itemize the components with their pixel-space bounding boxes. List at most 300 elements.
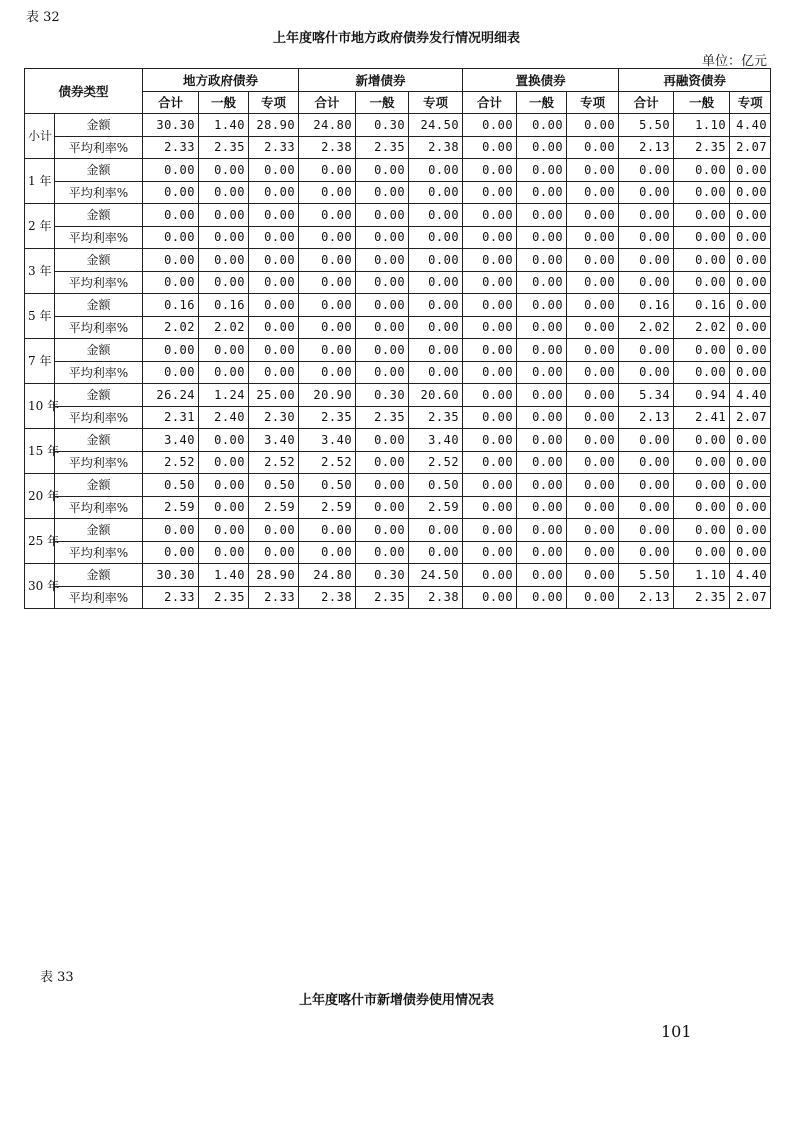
value-cell: 2.35 <box>199 136 249 159</box>
value-cell: 2.41 <box>674 406 730 429</box>
value-cell: 0.00 <box>674 226 730 249</box>
value-cell: 0.00 <box>463 586 517 609</box>
value-cell: 0.00 <box>517 204 567 227</box>
value-cell: 0.00 <box>619 204 674 227</box>
value-cell: 0.00 <box>674 159 730 182</box>
value-cell: 0.00 <box>409 339 463 362</box>
value-cell: 2.59 <box>143 496 199 519</box>
period-cell: 10 年 <box>25 384 55 429</box>
metric-label-cell: 平均利率% <box>55 226 143 249</box>
value-cell: 30.30 <box>143 564 199 587</box>
subheader-cell: 专项 <box>249 91 299 114</box>
metric-label-cell: 金额 <box>55 564 143 587</box>
value-cell: 0.00 <box>619 271 674 294</box>
value-cell: 2.02 <box>143 316 199 339</box>
value-cell: 1.40 <box>199 564 249 587</box>
value-cell: 3.40 <box>143 429 199 452</box>
table-row <box>25 384 771 407</box>
table-row <box>25 249 771 272</box>
value-cell: 0.00 <box>249 226 299 249</box>
value-cell: 0.00 <box>463 564 517 587</box>
value-cell: 0.00 <box>567 294 619 317</box>
period-cell: 30 年 <box>25 564 55 609</box>
value-cell: 0.00 <box>199 429 249 452</box>
value-cell: 0.00 <box>674 339 730 362</box>
value-cell: 0.00 <box>143 204 199 227</box>
value-cell: 0.00 <box>674 204 730 227</box>
value-cell: 0.00 <box>730 361 771 384</box>
value-cell: 20.90 <box>299 384 356 407</box>
metric-label-cell: 平均利率% <box>55 271 143 294</box>
value-cell: 2.07 <box>730 406 771 429</box>
value-cell: 2.02 <box>619 316 674 339</box>
metric-label-cell: 金额 <box>55 204 143 227</box>
period-cell: 2 年 <box>25 204 55 249</box>
value-cell: 20.60 <box>409 384 463 407</box>
value-cell: 0.00 <box>299 316 356 339</box>
value-cell: 24.50 <box>409 564 463 587</box>
value-cell: 0.00 <box>249 271 299 294</box>
value-cell: 2.52 <box>249 451 299 474</box>
subheader-cell: 一般 <box>674 91 730 114</box>
value-cell: 1.40 <box>199 114 249 137</box>
table-row <box>25 271 771 294</box>
value-cell: 0.00 <box>463 451 517 474</box>
value-cell: 0.00 <box>409 541 463 564</box>
unit-label: 单位：亿元 <box>701 54 767 69</box>
subheader-cell: 一般 <box>517 91 567 114</box>
value-cell: 0.00 <box>143 226 199 249</box>
table-33-label: 表 33 <box>40 970 74 985</box>
metric-label-cell: 金额 <box>55 474 143 497</box>
value-cell: 0.00 <box>730 339 771 362</box>
table-row <box>25 406 771 429</box>
subheader-cell: 合计 <box>463 91 517 114</box>
table-row <box>25 429 771 452</box>
table-body <box>25 114 771 609</box>
value-cell: 0.00 <box>143 519 199 542</box>
value-cell: 0.00 <box>619 496 674 519</box>
value-cell: 0.00 <box>517 496 567 519</box>
value-cell: 0.00 <box>199 159 249 182</box>
period-cell: 20 年 <box>25 474 55 519</box>
value-cell: 28.90 <box>249 114 299 137</box>
value-cell: 0.00 <box>409 204 463 227</box>
value-cell: 0.00 <box>567 271 619 294</box>
value-cell: 0.00 <box>143 541 199 564</box>
value-cell: 0.00 <box>356 451 409 474</box>
value-cell: 3.40 <box>409 429 463 452</box>
value-cell: 0.00 <box>463 384 517 407</box>
value-cell: 0.00 <box>199 271 249 294</box>
value-cell: 0.00 <box>517 271 567 294</box>
value-cell: 0.50 <box>299 474 356 497</box>
table-row <box>25 136 771 159</box>
bond-issuance-table <box>24 68 771 609</box>
value-cell: 0.00 <box>730 541 771 564</box>
value-cell: 0.00 <box>299 226 356 249</box>
metric-label-cell: 平均利率% <box>55 541 143 564</box>
value-cell: 0.00 <box>517 519 567 542</box>
table-row <box>25 586 771 609</box>
value-cell: 0.00 <box>517 226 567 249</box>
metric-label-cell: 金额 <box>55 114 143 137</box>
value-cell: 0.00 <box>567 474 619 497</box>
value-cell: 0.00 <box>567 586 619 609</box>
value-cell: 0.00 <box>249 249 299 272</box>
subheader-cell: 一般 <box>199 91 249 114</box>
value-cell: 0.00 <box>143 339 199 362</box>
value-cell: 0.00 <box>356 429 409 452</box>
period-cell: 7 年 <box>25 339 55 384</box>
value-cell: 2.35 <box>356 406 409 429</box>
value-cell: 0.00 <box>517 384 567 407</box>
header-group-local-gov: 地方政府债券 <box>143 69 299 92</box>
value-cell: 0.00 <box>409 519 463 542</box>
value-cell: 2.31 <box>143 406 199 429</box>
period-cell: 小计 <box>25 114 55 159</box>
value-cell: 0.16 <box>143 294 199 317</box>
table-row <box>25 226 771 249</box>
value-cell: 0.00 <box>299 181 356 204</box>
value-cell: 0.00 <box>517 339 567 362</box>
value-cell: 0.00 <box>143 361 199 384</box>
table-row <box>25 294 771 317</box>
value-cell: 0.00 <box>567 361 619 384</box>
value-cell: 0.00 <box>299 541 356 564</box>
value-cell: 0.00 <box>619 339 674 362</box>
value-cell: 0.00 <box>463 181 517 204</box>
value-cell: 2.38 <box>299 586 356 609</box>
metric-label-cell: 金额 <box>55 294 143 317</box>
value-cell: 0.00 <box>567 204 619 227</box>
value-cell: 2.52 <box>409 451 463 474</box>
value-cell: 25.00 <box>249 384 299 407</box>
value-cell: 0.00 <box>463 271 517 294</box>
value-cell: 0.00 <box>143 271 199 294</box>
value-cell: 24.80 <box>299 114 356 137</box>
value-cell: 0.00 <box>143 249 199 272</box>
value-cell: 2.35 <box>356 586 409 609</box>
table-row <box>25 159 771 182</box>
value-cell: 0.00 <box>409 226 463 249</box>
value-cell: 0.00 <box>517 136 567 159</box>
value-cell: 0.00 <box>356 204 409 227</box>
value-cell: 0.00 <box>249 541 299 564</box>
value-cell: 0.00 <box>567 429 619 452</box>
value-cell: 2.52 <box>299 451 356 474</box>
value-cell: 0.00 <box>730 271 771 294</box>
value-cell: 0.00 <box>517 294 567 317</box>
value-cell: 0.00 <box>619 519 674 542</box>
value-cell: 0.94 <box>674 384 730 407</box>
value-cell: 0.00 <box>674 519 730 542</box>
value-cell: 0.00 <box>730 204 771 227</box>
value-cell: 0.00 <box>409 159 463 182</box>
table-33-title: 上年度喀什市新增债券使用情况表 <box>298 993 494 1008</box>
value-cell: 2.52 <box>143 451 199 474</box>
value-cell: 0.00 <box>409 249 463 272</box>
value-cell: 0.00 <box>567 249 619 272</box>
value-cell: 1.10 <box>674 564 730 587</box>
value-cell: 0.00 <box>356 271 409 294</box>
value-cell: 0.00 <box>517 429 567 452</box>
value-cell: 0.00 <box>249 181 299 204</box>
value-cell: 2.35 <box>409 406 463 429</box>
value-cell: 2.59 <box>299 496 356 519</box>
value-cell: 0.00 <box>674 451 730 474</box>
value-cell: 0.00 <box>409 316 463 339</box>
value-cell: 0.00 <box>619 451 674 474</box>
metric-label-cell: 金额 <box>55 339 143 362</box>
metric-label-cell: 平均利率% <box>55 316 143 339</box>
period-cell: 1 年 <box>25 159 55 204</box>
subheader-cell: 一般 <box>356 91 409 114</box>
value-cell: 0.00 <box>463 114 517 137</box>
value-cell: 3.40 <box>299 429 356 452</box>
value-cell: 0.00 <box>463 316 517 339</box>
subheader-cell: 合计 <box>299 91 356 114</box>
value-cell: 0.00 <box>674 181 730 204</box>
value-cell: 2.13 <box>619 406 674 429</box>
value-cell: 0.00 <box>249 316 299 339</box>
value-cell: 0.00 <box>730 316 771 339</box>
value-cell: 0.00 <box>463 519 517 542</box>
value-cell: 0.00 <box>517 586 567 609</box>
metric-label-cell: 金额 <box>55 429 143 452</box>
value-cell: 0.00 <box>409 361 463 384</box>
value-cell: 0.00 <box>356 339 409 362</box>
value-cell: 0.00 <box>356 474 409 497</box>
value-cell: 0.00 <box>567 451 619 474</box>
value-cell: 0.00 <box>299 519 356 542</box>
value-cell: 24.50 <box>409 114 463 137</box>
value-cell: 2.59 <box>409 496 463 519</box>
value-cell: 0.00 <box>674 249 730 272</box>
metric-label-cell: 平均利率% <box>55 496 143 519</box>
value-cell: 0.00 <box>463 294 517 317</box>
value-cell: 0.00 <box>567 181 619 204</box>
metric-label-cell: 平均利率% <box>55 451 143 474</box>
value-cell: 0.00 <box>299 159 356 182</box>
value-cell: 5.50 <box>619 564 674 587</box>
value-cell: 30.30 <box>143 114 199 137</box>
value-cell: 0.00 <box>463 249 517 272</box>
metric-label-cell: 平均利率% <box>55 586 143 609</box>
table-row <box>25 114 771 137</box>
subheader-cell: 专项 <box>409 91 463 114</box>
table-row <box>25 564 771 587</box>
value-cell: 0.00 <box>356 181 409 204</box>
value-cell: 2.35 <box>356 136 409 159</box>
metric-label-cell: 金额 <box>55 159 143 182</box>
value-cell: 2.30 <box>249 406 299 429</box>
value-cell: 0.00 <box>356 361 409 384</box>
value-cell: 0.00 <box>567 564 619 587</box>
value-cell: 0.00 <box>619 429 674 452</box>
value-cell: 2.33 <box>249 136 299 159</box>
metric-label-cell: 平均利率% <box>55 361 143 384</box>
value-cell: 0.00 <box>730 519 771 542</box>
value-cell: 0.16 <box>674 294 730 317</box>
value-cell: 0.00 <box>463 496 517 519</box>
value-cell: 0.00 <box>249 361 299 384</box>
value-cell: 0.00 <box>143 181 199 204</box>
value-cell: 0.00 <box>199 181 249 204</box>
value-cell: 5.50 <box>619 114 674 137</box>
value-cell: 0.00 <box>299 249 356 272</box>
value-cell: 0.00 <box>463 429 517 452</box>
metric-label-cell: 平均利率% <box>55 136 143 159</box>
value-cell: 0.00 <box>619 541 674 564</box>
value-cell: 2.07 <box>730 136 771 159</box>
value-cell: 0.00 <box>199 361 249 384</box>
value-cell: 0.00 <box>199 496 249 519</box>
value-cell: 0.00 <box>249 339 299 362</box>
value-cell: 2.02 <box>674 316 730 339</box>
metric-label-cell: 平均利率% <box>55 406 143 429</box>
value-cell: 0.00 <box>409 294 463 317</box>
value-cell: 0.00 <box>567 406 619 429</box>
value-cell: 2.38 <box>299 136 356 159</box>
value-cell: 0.00 <box>356 316 409 339</box>
value-cell: 0.00 <box>730 159 771 182</box>
value-cell: 0.00 <box>356 159 409 182</box>
value-cell: 0.00 <box>517 474 567 497</box>
value-cell: 0.00 <box>567 316 619 339</box>
value-cell: 0.00 <box>730 249 771 272</box>
value-cell: 0.00 <box>299 339 356 362</box>
value-cell: 0.00 <box>199 541 249 564</box>
value-cell: 0.00 <box>199 204 249 227</box>
value-cell: 0.16 <box>619 294 674 317</box>
value-cell: 0.00 <box>674 496 730 519</box>
subheader-cell: 合计 <box>619 91 674 114</box>
value-cell: 0.00 <box>619 474 674 497</box>
table-row <box>25 204 771 227</box>
value-cell: 0.00 <box>463 226 517 249</box>
value-cell: 0.00 <box>463 541 517 564</box>
value-cell: 2.13 <box>619 136 674 159</box>
table-row <box>25 474 771 497</box>
value-cell: 0.00 <box>356 294 409 317</box>
value-cell: 0.30 <box>356 384 409 407</box>
subheader-cell: 合计 <box>143 91 199 114</box>
value-cell: 0.00 <box>409 271 463 294</box>
value-cell: 0.00 <box>199 249 249 272</box>
header-group-new: 新增债券 <box>299 69 463 92</box>
table-row <box>25 181 771 204</box>
value-cell: 0.00 <box>356 496 409 519</box>
value-cell: 0.00 <box>249 519 299 542</box>
value-cell: 0.00 <box>517 181 567 204</box>
value-cell: 2.35 <box>674 586 730 609</box>
value-cell: 0.00 <box>299 204 356 227</box>
table-row <box>25 541 771 564</box>
value-cell: 0.00 <box>463 204 517 227</box>
value-cell: 0.00 <box>674 429 730 452</box>
value-cell: 5.34 <box>619 384 674 407</box>
value-cell: 2.33 <box>143 586 199 609</box>
value-cell: 0.00 <box>299 271 356 294</box>
header-group-replacement: 置换债券 <box>463 69 619 92</box>
value-cell: 0.00 <box>517 159 567 182</box>
metric-label-cell: 金额 <box>55 519 143 542</box>
header-bond-type: 债券类型 <box>25 69 143 114</box>
value-cell: 3.40 <box>249 429 299 452</box>
value-cell: 0.00 <box>730 496 771 519</box>
value-cell: 2.35 <box>199 586 249 609</box>
value-cell: 0.00 <box>619 159 674 182</box>
value-cell: 0.00 <box>619 249 674 272</box>
value-cell: 0.00 <box>199 451 249 474</box>
value-cell: 0.00 <box>567 541 619 564</box>
value-cell: 0.00 <box>463 361 517 384</box>
period-cell: 3 年 <box>25 249 55 294</box>
value-cell: 0.00 <box>356 226 409 249</box>
page-number: 101 <box>661 1022 692 1041</box>
table-row <box>25 496 771 519</box>
value-cell: 0.00 <box>674 271 730 294</box>
value-cell: 0.00 <box>730 429 771 452</box>
value-cell: 0.00 <box>517 249 567 272</box>
value-cell: 0.00 <box>730 181 771 204</box>
value-cell: 4.40 <box>730 114 771 137</box>
value-cell: 0.00 <box>517 564 567 587</box>
value-cell: 24.80 <box>299 564 356 587</box>
subheader-cell: 专项 <box>730 91 771 114</box>
value-cell: 1.24 <box>199 384 249 407</box>
value-cell: 0.16 <box>199 294 249 317</box>
table-row <box>25 361 771 384</box>
value-cell: 0.00 <box>567 496 619 519</box>
value-cell: 0.30 <box>356 564 409 587</box>
metric-label-cell: 金额 <box>55 249 143 272</box>
value-cell: 0.00 <box>730 474 771 497</box>
value-cell: 0.00 <box>249 294 299 317</box>
value-cell: 0.00 <box>567 519 619 542</box>
value-cell: 0.00 <box>199 519 249 542</box>
value-cell: 2.35 <box>299 406 356 429</box>
value-cell: 4.40 <box>730 564 771 587</box>
value-cell: 0.00 <box>517 451 567 474</box>
value-cell: 0.00 <box>143 159 199 182</box>
value-cell: 2.38 <box>409 136 463 159</box>
metric-label-cell: 金额 <box>55 384 143 407</box>
value-cell: 0.00 <box>730 294 771 317</box>
metric-label-cell: 平均利率% <box>55 181 143 204</box>
value-cell: 2.59 <box>249 496 299 519</box>
header-group-refinancing: 再融资债券 <box>619 69 771 92</box>
value-cell: 2.13 <box>619 586 674 609</box>
value-cell: 0.00 <box>730 451 771 474</box>
value-cell: 2.35 <box>674 136 730 159</box>
value-cell: 2.38 <box>409 586 463 609</box>
value-cell: 0.00 <box>674 541 730 564</box>
value-cell: 0.00 <box>199 226 249 249</box>
value-cell: 0.00 <box>463 406 517 429</box>
value-cell: 28.90 <box>249 564 299 587</box>
value-cell: 2.33 <box>249 586 299 609</box>
value-cell: 0.00 <box>619 181 674 204</box>
value-cell: 0.00 <box>517 361 567 384</box>
value-cell: 0.00 <box>199 474 249 497</box>
value-cell: 0.00 <box>730 226 771 249</box>
value-cell: 0.00 <box>517 541 567 564</box>
table-row <box>25 316 771 339</box>
period-cell: 5 年 <box>25 294 55 339</box>
value-cell: 0.00 <box>463 339 517 362</box>
